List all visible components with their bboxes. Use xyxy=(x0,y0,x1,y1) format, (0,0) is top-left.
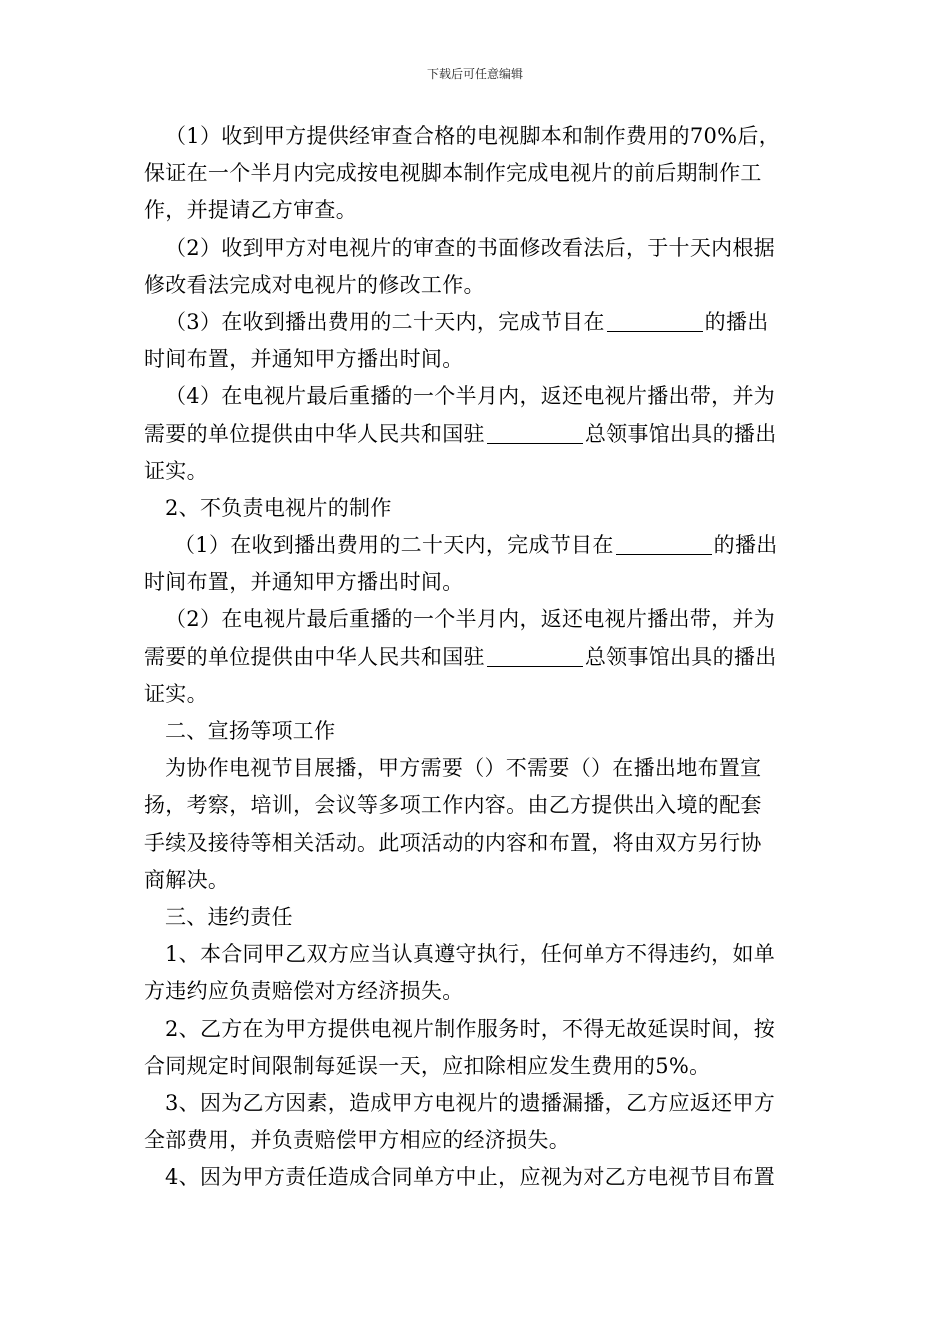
line-text: 的播出 xyxy=(713,533,778,558)
paragraph-line: 合同规定时间限制每延误一天，应扣除相应发生费用的5%。 xyxy=(144,1053,711,1078)
section-heading: 2、不负责电视片的制作 xyxy=(165,495,392,520)
line-text: 总领事馆出具的播出 xyxy=(584,421,777,446)
fill-in-blank xyxy=(487,421,583,444)
fill-in-blank xyxy=(616,532,712,555)
section-heading: 二、宣扬等项工作 xyxy=(165,719,336,743)
paragraph-line: 1、本合同甲乙双方应当认真遵守执行，任何单方不得违约，如单 xyxy=(165,942,776,967)
paragraph-line: （2）在电视片最后重播的一个半月内，返还电视片播出带，并为 xyxy=(165,607,776,632)
line-text: 需要的单位提供由中华人民共和国驻 xyxy=(144,421,485,446)
paragraph-line: 时间布置，并通知甲方播出时间。 xyxy=(144,347,464,372)
paragraph-line: 证实。 xyxy=(144,681,208,706)
paragraph-line: 3、因为乙方因素，造成甲方电视片的遗播漏播，乙方应返还甲方 xyxy=(165,1090,776,1115)
paragraph-line: 保证在一个半月内完成按电视脚本制作完成电视片的前后期制作工 xyxy=(144,161,762,186)
paragraph-line: 时间布置，并通知甲方播出时间。 xyxy=(144,570,464,595)
paragraph-line: 证实。 xyxy=(144,458,208,483)
line-text: 需要的单位提供由中华人民共和国驻 xyxy=(144,644,485,669)
line-text: （3）在收到播出费用的二十天内，完成节目在 xyxy=(165,309,605,334)
line-text: 的播出 xyxy=(704,309,769,334)
paragraph-line: （4）在电视片最后重播的一个半月内，返还电视片播出带，并为 xyxy=(165,384,776,409)
paragraph-line: 修改看法完成对电视片的修改工作。 xyxy=(144,272,485,297)
paragraph-line: 扬，考察，培训，会议等多项工作内容。由乙方提供出入境的配套 xyxy=(144,793,762,818)
line-text: （1）在收到播出费用的二十天内，完成节目在 xyxy=(174,533,614,558)
paragraph-line: 为协作电视节目展播，甲方需要（）不需要（）在播出地布置宣 xyxy=(165,756,762,781)
paragraph-line: 作，并提请乙方审查。 xyxy=(144,198,357,223)
section-heading: 三、违约责任 xyxy=(165,904,293,929)
line-text: 总领事馆出具的播出 xyxy=(584,644,777,669)
paragraph-line: （2）收到甲方对电视片的审查的书面修改看法后，于十天内根据 xyxy=(165,235,776,260)
paragraph-line: 方违约应负责赔偿对方经济损失。 xyxy=(144,979,464,1004)
page-header: 下载后可任意编辑 xyxy=(426,67,523,81)
paragraph-line xyxy=(144,639,808,676)
fill-in-blank xyxy=(607,309,703,332)
paragraph-line xyxy=(144,527,808,564)
paragraph-line: 商解决。 xyxy=(144,867,230,892)
paragraph-line: （1）收到甲方提供经审查合格的电视脚本和制作费用的70%后， xyxy=(165,124,781,148)
paragraph-line: 2、乙方在为甲方提供电视片制作服务时，不得无故延误时间，按 xyxy=(165,1016,776,1041)
document-body xyxy=(144,118,808,1196)
paragraph-line xyxy=(144,416,808,453)
fill-in-blank xyxy=(487,644,583,667)
paragraph-line: 4、因为甲方责任造成合同单方中止，应视为对乙方电视节目布置 xyxy=(165,1165,776,1190)
paragraph-line: 手续及接待等相关活动。此项活动的内容和布置，将由双方另行协 xyxy=(144,830,762,855)
paragraph-line xyxy=(144,304,808,341)
paragraph-line: 全部费用，并负责赔偿甲方相应的经济损失。 xyxy=(144,1128,570,1153)
